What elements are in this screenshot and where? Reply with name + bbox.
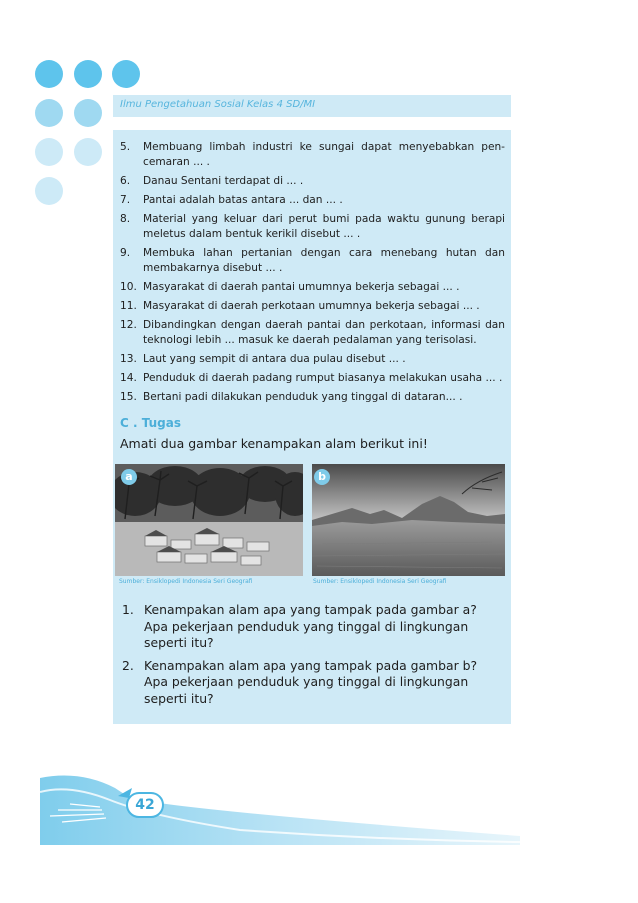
page-number: 42 [126, 792, 164, 818]
decor-dot [112, 60, 140, 88]
running-header-title: Ilmu Pengetahuan Sosial Kelas 4 SD/MI [120, 99, 316, 110]
photo-a-source: Sumber: Ensiklopedi Indonesia Seri Geografi [119, 578, 253, 585]
task-item: 2. Kenampakan alam apa yang tampak pada gambar b? Apa pekerjaan penduduk yang tinggal di lingkungan seperti itu? [122, 657, 478, 706]
photo-b-lowland-plain [312, 464, 505, 576]
decor-dot [74, 138, 102, 166]
section-title: C . Tugas [120, 416, 181, 430]
question-item: 15. Bertani padi dilakukan penduduk yang tinggal di dataran... . [120, 391, 463, 403]
decor-dot [74, 60, 102, 88]
photo-a-coastal-village [115, 464, 303, 576]
decor-dot [35, 177, 63, 205]
question-item: 5. Membuang limbah industri ke sungai dapat menyebabkan pen- cemaran ... . [120, 141, 505, 168]
decor-dot [74, 99, 102, 127]
question-item: 12. Dibandingkan dengan daerah pantai dan perkotaan, informasi dan teknologi lebih ... masuk ke daerah pedalaman yang terisolasi. [120, 319, 505, 346]
question-item: 11. Masyarakat di daerah perkotaan umumnya bekerja sebagai ... . [120, 300, 480, 312]
task-item: 1. Kenampakan alam apa yang tampak pada gambar a? Apa pekerjaan penduduk yang tinggal di lingkungan seperti itu? [122, 602, 477, 650]
photo-label-b: b [314, 469, 330, 485]
photo-label-a: a [121, 469, 137, 485]
question-item: 13. Laut yang sempit di antara dua pulau disebut ... . [120, 353, 406, 365]
decor-dot [35, 99, 63, 127]
decor-dot [35, 60, 63, 88]
question-item: 10. Masyarakat di daerah pantai umumnya bekerja sebagai ... . [120, 281, 460, 293]
task-list [120, 602, 505, 713]
section-instruction: Amati dua gambar kenampakan alam berikut ini! [120, 436, 428, 451]
question-item: 7. Pantai adalah batas antara ... dan ... . [120, 194, 343, 206]
question-item: 8. Material yang keluar dari perut bumi pada waktu gunung berapi meletus dalam bentuk kerikil disebut ... . [120, 213, 505, 240]
footer-wave-decoration [40, 770, 520, 845]
photo-b-source: Sumber: Ensiklopedi Indonesia Seri Geografi [313, 578, 447, 585]
question-list [120, 140, 505, 409]
question-item: 6. Danau Sentani terdapat di ... . [120, 175, 304, 187]
running-header [113, 95, 511, 117]
question-item: 9. Membuka lahan pertanian dengan cara menebang hutan dan membakarnya disebut ... . [120, 247, 505, 274]
decor-dot [35, 138, 63, 166]
question-item: 14. Penduduk di daerah padang rumput biasanya melakukan usaha ... . [120, 372, 503, 384]
